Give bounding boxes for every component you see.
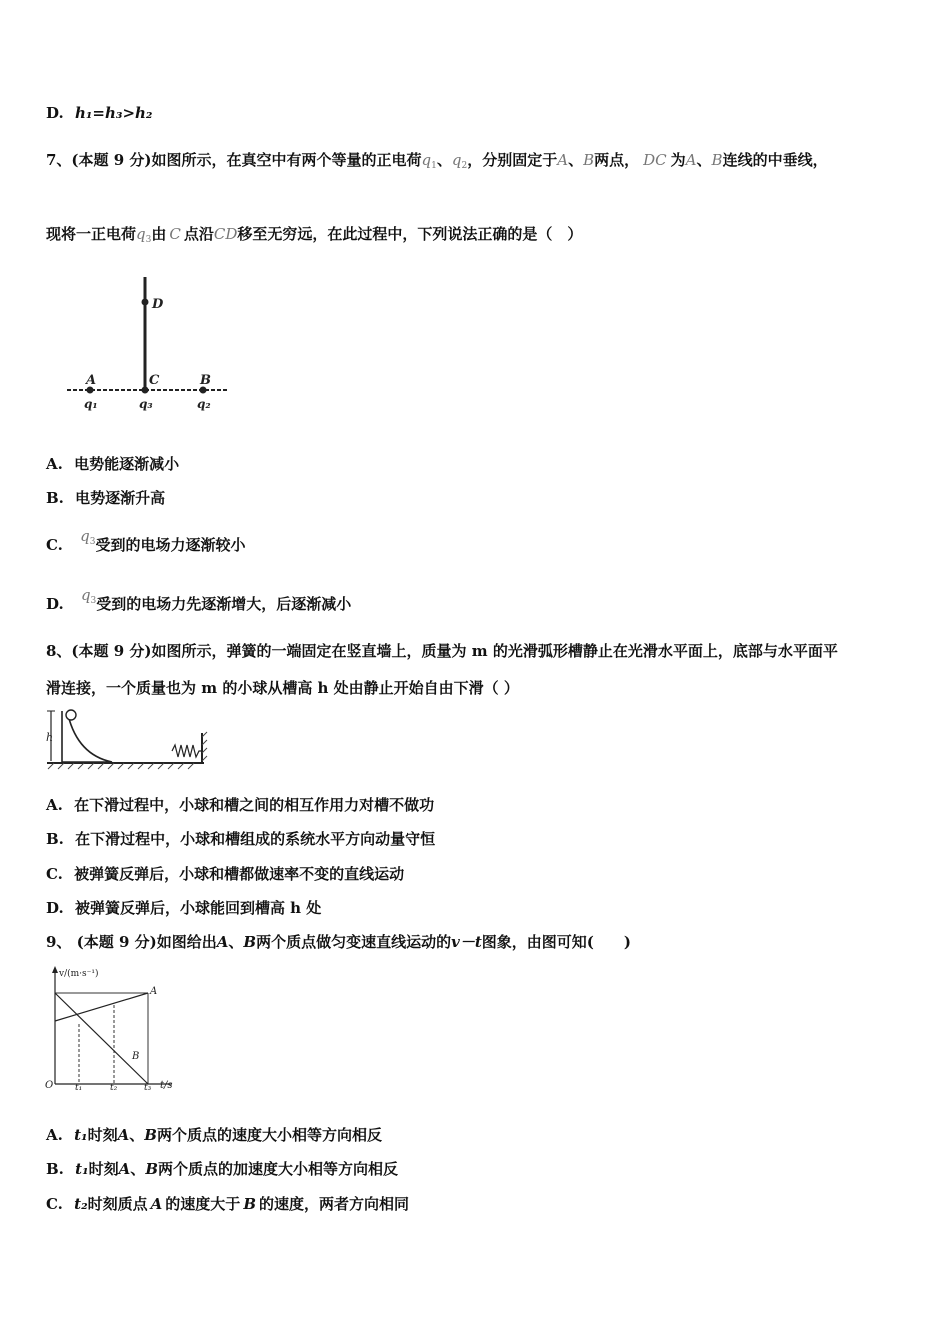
t1-tick-label: t₁ [75, 1083, 83, 1093]
point-c [142, 387, 149, 394]
q7-option-b[interactable]: B. 电势逐渐升高 [46, 489, 166, 507]
q9-option-c[interactable]: C. t₂时刻质点 A 的速度大于 B 的速度，两者方向相同 [46, 1195, 410, 1213]
y-axis-label: v/(m·s⁻¹) [59, 969, 99, 979]
ball [66, 710, 76, 720]
spring [172, 745, 202, 757]
origin-label: O [45, 1080, 54, 1091]
q7-figure [62, 272, 237, 417]
q7-stem-line2: 现将一正电荷$q_3$由 C 点沿CD移至无穷远，在此过程中，下列说法正确的是（ ） [46, 225, 583, 245]
label-c: C [149, 373, 160, 388]
line-b-label: B [132, 1051, 140, 1062]
t2-tick-label: t₂ [110, 1083, 118, 1093]
t3-tick-label: t₃ [144, 1083, 152, 1093]
q8-option-c[interactable]: C. 被弹簧反弹后，小球和槽都做速率不变的直线运动 [46, 865, 405, 883]
label-d: D [152, 297, 164, 312]
x-axis-label: t/s [160, 1080, 173, 1091]
q9-option-a[interactable]: A. t₁时刻A、B两个质点的速度大小相等方向相反 [46, 1126, 382, 1144]
symbol-dc: DC [643, 151, 667, 169]
label-h: h [46, 731, 54, 744]
symbol-c: C [169, 225, 181, 243]
y-axis-arrow [52, 966, 58, 973]
line-a-label: A [150, 986, 158, 997]
symbol-cd: CD [213, 225, 238, 243]
q8-option-d[interactable]: D. 被弹簧反弹后，小球能回到槽高 h 处 [46, 899, 322, 917]
label-q1: q₁ [84, 397, 98, 411]
q7-option-a[interactable]: A. 电势能逐渐减小 [46, 455, 180, 473]
symbol-q2: $q_2$ [451, 151, 468, 171]
q8-figure [44, 707, 209, 771]
prev-option-d: D. h₁=h₃>h₂ [46, 104, 153, 122]
symbol-q3: $q_3$ [136, 225, 152, 245]
label-a: A [86, 373, 97, 388]
q8-stem-line1: 8、(本题 9 分)如图所示，弹簧的一端固定在竖直墙上，质量为 m 的光滑弧形槽静止在光滑水平面上，底部与水平面平 [46, 642, 838, 660]
label-q2: q₂ [197, 397, 211, 411]
q9-option-b[interactable]: B. t₁时刻A、B两个质点的加速度大小相等方向相反 [46, 1160, 399, 1178]
symbol-b: B [583, 151, 595, 169]
q8-stem-line2: 滑连接，一个质量也为 m 的小球从槽高 h 处由静止开始自由下滑（ ） [46, 679, 519, 697]
q8-option-b[interactable]: B. 在下滑过程中，小球和槽组成的系统水平方向动量守恒 [46, 830, 436, 848]
symbol-q1: $q_1$ [421, 151, 437, 171]
q9-vt-graph [44, 964, 184, 1094]
q7-option-d[interactable]: D. $q_3$受到的电场力先逐渐增大，后逐渐减小 [46, 586, 352, 613]
point-d [142, 299, 149, 306]
q7-option-c[interactable]: C. $q_3$受到的电场力逐渐较小 [46, 527, 246, 554]
symbol-a: A [557, 151, 569, 169]
q7-stem-line1: 7、(本题 9 分)如图所示，在真空中有两个等量的正电荷$q_1$、$q_2$，分别固定于A、B两点， DC 为A、B连线的中垂线， [46, 151, 828, 171]
q8-option-a[interactable]: A. 在下滑过程中，小球和槽之间的相互作用力对槽不做功 [46, 796, 435, 814]
label-q3: q₃ [139, 397, 153, 411]
label-b: B [200, 373, 211, 388]
q9-stem: 9、 (本题 9 分)如图给出A、B两个质点做匀变速直线运动的v－t图象，由图可知( ) [46, 933, 631, 951]
